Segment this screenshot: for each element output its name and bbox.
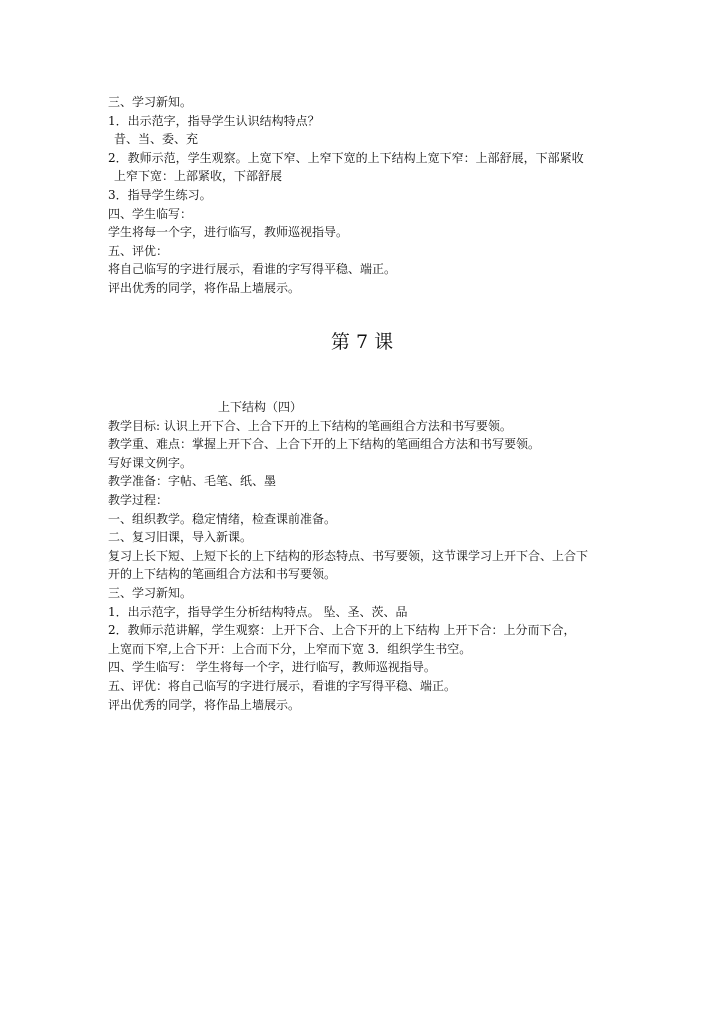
sample-characters: 昔、当、委、充 <box>114 132 199 147</box>
lesson-7-section <box>108 398 628 714</box>
step-review: 二、复习旧课，导入新课。 <box>108 530 253 545</box>
heading-evaluate: 五、评优： <box>108 243 169 258</box>
write-examples: 写好课文例字。 <box>108 455 193 470</box>
review-text: 复习上长下短、上短下长的上下结构的形态特点、书写要领，这节课学习上开下合、上合下 <box>108 548 589 563</box>
step-student-copy-2: 四、学生临写： 学生将每一个字，进行临写，教师巡视指导。 <box>108 660 436 675</box>
heading-learn-new: 三、学习新知。 <box>108 95 193 109</box>
review-text-cont: 开的上下结构的笔画组合方法和书写要领。 <box>108 567 337 582</box>
step-teacher-explain: 2．教师示范讲解，学生观察：上开下合、上合下开的上下结构 上开下合：上分而下合， <box>108 623 576 638</box>
step-teacher-demo-cont: 上窄下宽：上部紧收，下部舒展 <box>114 169 283 184</box>
evaluate-text-2: 评出优秀的同学，将作品上墙展示。 <box>108 280 301 295</box>
evaluate-text-3: 评出优秀的同学，将作品上墙展示。 <box>108 697 301 712</box>
lesson-6-continued-section <box>108 93 628 298</box>
step-teacher-demo: 2．教师示范，学生观察。上宽下窄、上窄下宽的上下结构上宽下窄：上部舒展，下部紧收 <box>108 150 584 165</box>
lesson-subtitle: 上下结构（四） <box>218 400 303 414</box>
step-show-sample-2: 1．出示范字，指导学生分析结构特点。 坠、圣、茨、品 <box>108 604 408 619</box>
teaching-prep: 教学准备：字帖、毛笔、纸、墨 <box>108 474 277 489</box>
lesson-title: 第 7 课 <box>330 331 394 353</box>
student-copy-text: 学生将每一个字，进行临写，教师巡视指导。 <box>108 225 349 240</box>
key-difficulty: 教学重、难点：掌握上开下合、上合下开的上下结构的笔画组合方法和书写要领。 <box>108 437 541 452</box>
teaching-goal: 教学目标: 认识上开下合、上合下开的上下结构的笔画组合方法和书写要领。 <box>108 418 512 433</box>
step-student-practice: 3．指导学生练习。 <box>108 187 212 202</box>
heading-learn-new-2: 三、学习新知。 <box>108 585 193 600</box>
heading-student-copy: 四、学生临写： <box>108 206 193 221</box>
evaluate-text: 将自己临写的字进行展示，看谁的字写得平稳、端正。 <box>108 262 397 277</box>
step-organize: 一、组织教学。稳定情绪，检查课前准备。 <box>108 511 337 526</box>
step-evaluate-2: 五、评优：将自己临写的字进行展示，看谁的字写得平稳、端正。 <box>108 678 457 693</box>
step-show-sample: 1．出示范字，指导学生认识结构特点？ <box>108 113 320 128</box>
teaching-process: 教学过程： <box>108 492 169 507</box>
step-teacher-explain-cont: 上宽而下窄,上合下开：上合而下分，上窄而下宽 3．组织学生书空。 <box>108 641 472 656</box>
